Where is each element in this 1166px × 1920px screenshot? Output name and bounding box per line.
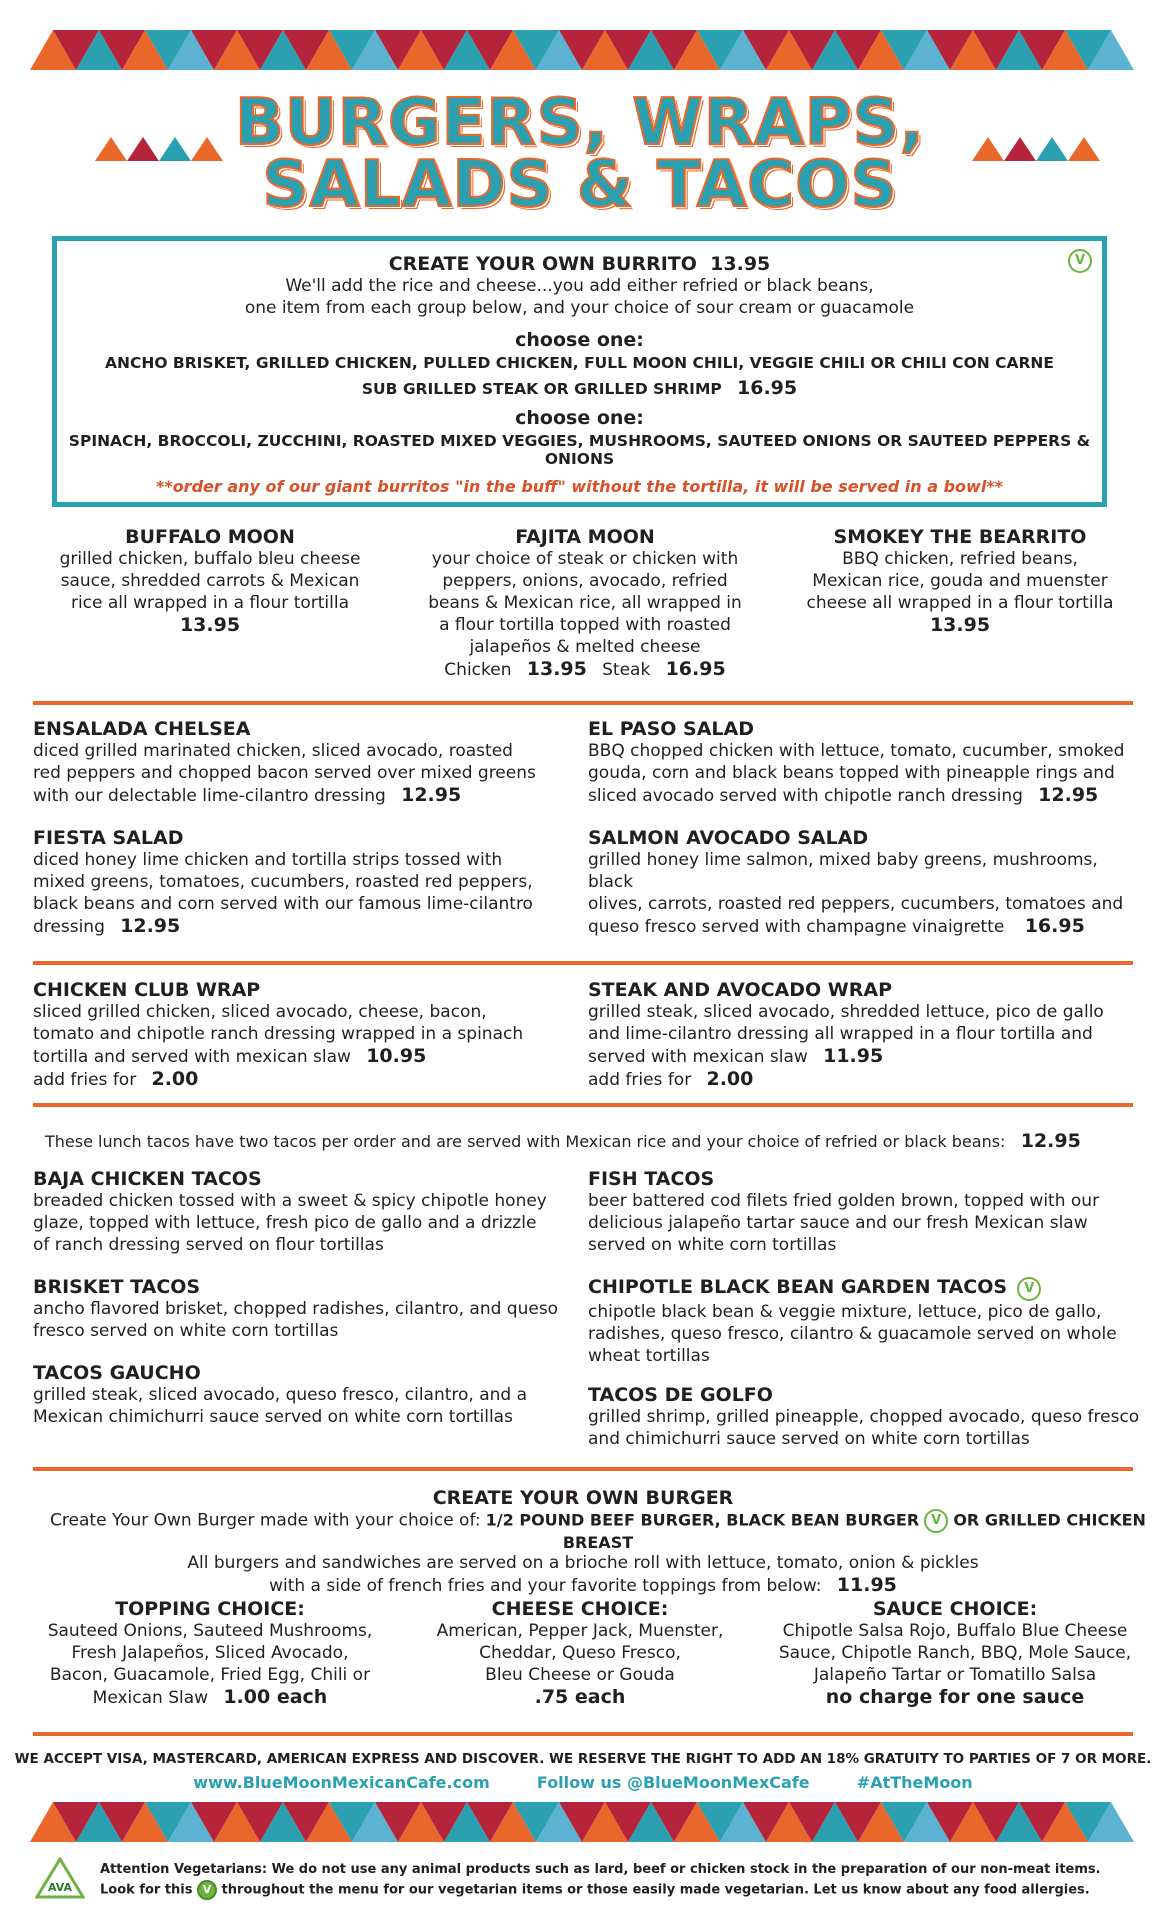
burger-heading: CREATE YOUR OWN BURGER bbox=[432, 1487, 734, 1509]
tacos-intro-text: These lunch tacos have two tacos per order and are served with Mexican rice and your choice of refried or black beans: bbox=[45, 1132, 1006, 1151]
item-desc: sliced avocado served with chipotle ranch dressing bbox=[588, 786, 1023, 806]
bottom-triangle-border bbox=[0, 1800, 1166, 1844]
item-name: EL PASO SALAD bbox=[588, 718, 755, 740]
burger-options-chicken: OR GRILLED CHICKEN BREAST bbox=[562, 1510, 1146, 1552]
item-price: 16.95 bbox=[665, 658, 726, 680]
item-name: FISH TACOS bbox=[588, 1168, 715, 1190]
menu-item-brisket-tacos bbox=[33, 1276, 573, 1342]
item-name: CHICKEN CLUB WRAP bbox=[33, 979, 261, 1001]
menu-item-baja-chicken-tacos bbox=[33, 1168, 573, 1256]
item-desc: grilled chicken, buffalo bleu cheese bbox=[59, 549, 361, 569]
item-desc: radishes, queso fresco, cilantro & guacamole served on whole bbox=[588, 1323, 1117, 1344]
section-divider bbox=[33, 1732, 1133, 1736]
item-desc: ancho flavored brisket, chopped radishes, cilantro, and queso bbox=[33, 1299, 559, 1319]
cheese-list: Cheddar, Queso Fresco, bbox=[479, 1643, 681, 1663]
item-desc: jalapeños & melted cheese bbox=[469, 637, 701, 657]
menu-item-ensalada-chelsea bbox=[33, 718, 573, 807]
section-divider bbox=[33, 961, 1133, 965]
item-desc: dressing bbox=[33, 917, 105, 937]
item-name: STEAK AND AVOCADO WRAP bbox=[588, 979, 892, 1001]
svg-text:AVA: AVA bbox=[47, 1881, 73, 1894]
cheese-price: .75 each bbox=[534, 1686, 626, 1708]
item-desc: queso fresco served with champagne vinaigrette bbox=[588, 917, 1005, 937]
title-line-1: BURGERS, WRAPS, bbox=[235, 86, 925, 160]
burger-line1-text: Create Your Own Burger made with your choice of: bbox=[50, 1510, 481, 1531]
vegetarian-notice-line2a: Look for this bbox=[100, 1882, 193, 1898]
menu-item-el-paso-salad bbox=[588, 718, 1148, 807]
item-desc: cheese all wrapped in a flour tortilla bbox=[806, 593, 1114, 613]
burrito-heading: CREATE YOUR OWN BURRITO bbox=[388, 253, 697, 275]
burrito-bowl-note: **order any of our giant burritos "in the buff" without the tortilla, it will be served in a bowl** bbox=[155, 477, 1004, 496]
item-desc: chipotle black bean & veggie mixture, lettuce, pico de gallo, bbox=[588, 1301, 1102, 1322]
menu-item-fish-tacos bbox=[588, 1168, 1148, 1256]
item-desc: wheat tortillas bbox=[588, 1345, 710, 1366]
cheese-heading: CHEESE CHOICE: bbox=[491, 1598, 669, 1620]
title-line-2: SALADS & TACOS bbox=[262, 148, 898, 222]
sauce-heading: SAUCE CHOICE: bbox=[872, 1598, 1038, 1620]
top-triangle-border bbox=[0, 28, 1166, 72]
sauce-price: no charge for one sauce bbox=[825, 1686, 1085, 1708]
item-desc: grilled honey lime salmon, mixed baby greens, mushrooms, black bbox=[588, 850, 1098, 892]
item-desc: beer battered cod filets fried golden brown, topped with our bbox=[588, 1191, 1100, 1211]
item-name: SMOKEY THE BEARRITO bbox=[833, 526, 1087, 548]
item-price: 13.95 bbox=[526, 658, 587, 680]
ava-logo-icon bbox=[35, 1857, 85, 1905]
item-desc: BBQ chicken, refried beans, bbox=[842, 549, 1078, 569]
menu-item-fiesta-salad bbox=[33, 827, 573, 938]
policy-text: WE ACCEPT VISA, MASTERCARD, AMERICAN EXPRESS AND DISCOVER. WE RESERVE THE RIGHT TO ADD AN 18% GRATUITY TO PARTIES OF 7 OR MORE. bbox=[14, 1751, 1152, 1767]
item-desc: beans & Mexican rice, all wrapped in bbox=[428, 593, 742, 613]
page-title bbox=[200, 86, 960, 222]
item-desc: gouda, corn and black beans topped with pineapple rings and bbox=[588, 763, 1115, 783]
menu-item-buffalo-moon bbox=[45, 526, 375, 636]
topping-heading: TOPPING CHOICE: bbox=[115, 1598, 305, 1620]
cheese-choice bbox=[415, 1598, 745, 1708]
topping-list: Sauteed Onions, Sauteed Mushrooms, bbox=[47, 1621, 373, 1641]
item-desc: grilled steak, sliced avocado, queso fresco, cilantro, and a bbox=[33, 1385, 528, 1405]
menu-item-fajita-moon bbox=[415, 526, 755, 681]
burrito-desc-1: We'll add the rice and cheese...you add either refried or black beans, bbox=[285, 276, 874, 296]
vegetarian-icon: V bbox=[197, 1880, 217, 1900]
burger-options: 1/2 POUND BEEF BURGER, BLACK BEAN BURGER bbox=[485, 1510, 920, 1530]
item-desc: mixed greens, tomatoes, cucumbers, roasted red peppers, bbox=[33, 872, 533, 892]
item-desc: grilled shrimp, grilled pineapple, chopped avocado, queso fresco bbox=[588, 1407, 1140, 1427]
menu-item-chicken-club-wrap bbox=[33, 979, 573, 1091]
vegetarian-icon: V bbox=[924, 1509, 948, 1533]
cheese-list: Bleu Cheese or Gouda bbox=[485, 1665, 675, 1685]
sauce-choice bbox=[775, 1598, 1135, 1708]
vegetarian-notice-line2b: throughout the menu for our vegetarian items or those easily made vegetarian. Let us know about any food allergies. bbox=[221, 1882, 1090, 1898]
item-desc: and lime-cilantro dressing all wrapped in a flour tortilla and bbox=[588, 1024, 1093, 1044]
sauce-list: Sauce, Chipotle Ranch, BBQ, Mole Sauce, bbox=[778, 1643, 1132, 1663]
menu-item-chipotle-black-bean-garden-tacos bbox=[588, 1276, 1148, 1367]
burger-price: 11.95 bbox=[836, 1574, 897, 1596]
item-price: 12.95 bbox=[1038, 784, 1099, 806]
option-label: Steak bbox=[602, 660, 651, 680]
section-divider bbox=[33, 1467, 1133, 1471]
vegetarian-icon: V bbox=[1017, 1277, 1041, 1301]
sub-option-price: 16.95 bbox=[737, 377, 798, 399]
tacos-price: 12.95 bbox=[1020, 1130, 1081, 1152]
add-fries-label: add fries for bbox=[588, 1070, 692, 1090]
item-desc: peppers, onions, avocado, refried bbox=[442, 571, 728, 591]
right-triangle-accent bbox=[972, 137, 1102, 161]
payment-policy bbox=[0, 1751, 1166, 1792]
item-desc: of ranch dressing served on flour tortillas bbox=[33, 1235, 384, 1255]
veggie-options: SPINACH, BROCCOLI, ZUCCHINI, ROASTED MIXED VEGGIES, MUSHROOMS, SAUTEED ONIONS OR SAUTEED PEPPERS & ONIONS bbox=[68, 432, 1091, 468]
item-desc: BBQ chopped chicken with lettuce, tomato, cucumber, smoked bbox=[588, 741, 1125, 761]
item-desc: red peppers and chopped bacon served over mixed greens bbox=[33, 763, 536, 783]
protein-options: ANCHO BRISKET, GRILLED CHICKEN, PULLED CHICKEN, FULL MOON CHILI, VEGGIE CHILI OR CHILI CON CARNE bbox=[105, 354, 1054, 372]
menu-item-salmon-avocado-salad bbox=[588, 827, 1148, 938]
item-desc: tomato and chipotle ranch dressing wrapped in a spinach bbox=[33, 1024, 524, 1044]
item-desc: diced honey lime chicken and tortilla strips tossed with bbox=[33, 850, 503, 870]
vegetarian-icon: V bbox=[1068, 249, 1092, 273]
menu-item-tacos-gaucho bbox=[33, 1362, 573, 1428]
item-name: TACOS GAUCHO bbox=[33, 1362, 201, 1384]
sauce-list: Jalapeño Tartar or Tomatillo Salsa bbox=[813, 1665, 1097, 1685]
item-desc: black beans and corn served with our famous lime-cilantro bbox=[33, 894, 533, 914]
item-price: 12.95 bbox=[120, 915, 181, 937]
item-desc: served on white corn tortillas bbox=[588, 1235, 837, 1255]
item-name: BRISKET TACOS bbox=[33, 1276, 201, 1298]
item-name: TACOS DE GOLFO bbox=[588, 1384, 773, 1406]
social-link[interactable]: Follow us @BlueMoonMexCafe bbox=[536, 1773, 810, 1792]
item-price: 11.95 bbox=[823, 1045, 884, 1067]
item-desc: tortilla and served with mexican slaw bbox=[33, 1047, 351, 1067]
item-name: ENSALADA CHELSEA bbox=[33, 718, 251, 740]
item-desc: Mexican chimichurri sauce served on white corn tortillas bbox=[33, 1407, 513, 1427]
menu-item-smokey-the-bearrito bbox=[795, 526, 1125, 636]
item-price: 13.95 bbox=[179, 614, 241, 636]
item-price: 16.95 bbox=[1024, 915, 1085, 937]
hashtag: #AtTheMoon bbox=[856, 1773, 973, 1792]
option-label: Chicken bbox=[444, 660, 512, 680]
burrito-desc-2: one item from each group below, and your choice of sour cream or guacamole bbox=[244, 298, 915, 318]
item-desc: diced grilled marinated chicken, sliced avocado, roasted bbox=[33, 741, 513, 761]
sub-option: SUB GRILLED STEAK OR GRILLED SHRIMP bbox=[361, 380, 722, 398]
item-desc: breaded chicken tossed with a sweet & spicy chipotle honey bbox=[33, 1191, 547, 1211]
burger-line3: with a side of french fries and your favorite toppings from below: bbox=[269, 1576, 822, 1596]
cheese-list: American, Pepper Jack, Muenster, bbox=[436, 1621, 724, 1641]
add-fries-price: 2.00 bbox=[151, 1068, 199, 1090]
vegetarian-notice-line1: Attention Vegetarians: We do not use any animal products such as lard, beef or chicken stock in the preparation of our non-meat items. bbox=[100, 1862, 1101, 1877]
create-burger-section bbox=[0, 1487, 1166, 1597]
item-desc: olives, carrots, roasted red peppers, cucumbers, tomatoes and bbox=[588, 894, 1124, 914]
item-desc: sliced grilled chicken, sliced avocado, cheese, bacon, bbox=[33, 1002, 487, 1022]
item-price: 13.95 bbox=[929, 614, 991, 636]
topping-list: Fresh Jalapeños, Sliced Avocado, bbox=[71, 1643, 349, 1663]
item-desc: delicious jalapeño tartar sauce and our fresh Mexican slaw bbox=[588, 1213, 1088, 1233]
add-fries-price: 2.00 bbox=[706, 1068, 754, 1090]
sauce-list: Chipotle Salsa Rojo, Buffalo Blue Cheese bbox=[782, 1621, 1128, 1641]
item-name: FIESTA SALAD bbox=[33, 827, 184, 849]
burrito-heading-price: 13.95 bbox=[710, 253, 771, 275]
topping-list: Mexican Slaw bbox=[92, 1688, 209, 1708]
item-desc: a flour tortilla topped with roasted bbox=[439, 615, 731, 635]
item-desc: grilled steak, sliced avocado, shredded lettuce, pico de gallo bbox=[588, 1002, 1104, 1022]
topping-list: Bacon, Guacamole, Fried Egg, Chili or bbox=[49, 1665, 371, 1685]
item-name: FAJITA MOON bbox=[515, 526, 655, 548]
section-divider bbox=[33, 1103, 1133, 1107]
item-name: CHIPOTLE BLACK BEAN GARDEN TACOS bbox=[588, 1276, 1008, 1298]
tacos-intro bbox=[45, 1130, 1135, 1153]
item-desc: glaze, topped with lettuce, fresh pico de gallo and a drizzle bbox=[33, 1213, 537, 1233]
website-link[interactable]: www.BlueMoonMexicanCafe.com bbox=[193, 1773, 490, 1792]
item-desc: sauce, shredded carrots & Mexican bbox=[60, 571, 360, 591]
item-desc: served with mexican slaw bbox=[588, 1047, 808, 1067]
create-burrito-box bbox=[52, 236, 1107, 507]
item-name: BAJA CHICKEN TACOS bbox=[33, 1168, 262, 1190]
item-price: 12.95 bbox=[401, 784, 462, 806]
choose-one-label-1: choose one: bbox=[515, 329, 644, 351]
item-desc: with our delectable lime-cilantro dressing bbox=[33, 786, 386, 806]
add-fries-label: add fries for bbox=[33, 1070, 137, 1090]
topping-price: 1.00 each bbox=[223, 1686, 328, 1708]
item-name: BUFFALO MOON bbox=[125, 526, 295, 548]
item-desc: fresco served on white corn tortillas bbox=[33, 1321, 339, 1341]
burger-line2: All burgers and sandwiches are served on a brioche roll with lettuce, tomato, onion & pickles bbox=[187, 1553, 979, 1573]
choose-one-label-2: choose one: bbox=[515, 407, 644, 429]
item-name: SALMON AVOCADO SALAD bbox=[588, 827, 869, 849]
item-desc: rice all wrapped in a flour tortilla bbox=[70, 593, 350, 613]
item-price: 10.95 bbox=[366, 1045, 427, 1067]
menu-item-steak-avocado-wrap bbox=[588, 979, 1148, 1091]
menu-item-tacos-de-golfo bbox=[588, 1384, 1148, 1450]
item-desc: and chimichurri sauce served on white corn tortillas bbox=[588, 1429, 1030, 1449]
topping-choice bbox=[40, 1598, 380, 1709]
ava-logo bbox=[35, 1857, 85, 1905]
item-desc: Mexican rice, gouda and muenster bbox=[812, 571, 1108, 591]
item-desc: your choice of steak or chicken with bbox=[431, 549, 739, 569]
vegetarian-notice bbox=[100, 1860, 1160, 1901]
section-divider bbox=[33, 701, 1133, 705]
